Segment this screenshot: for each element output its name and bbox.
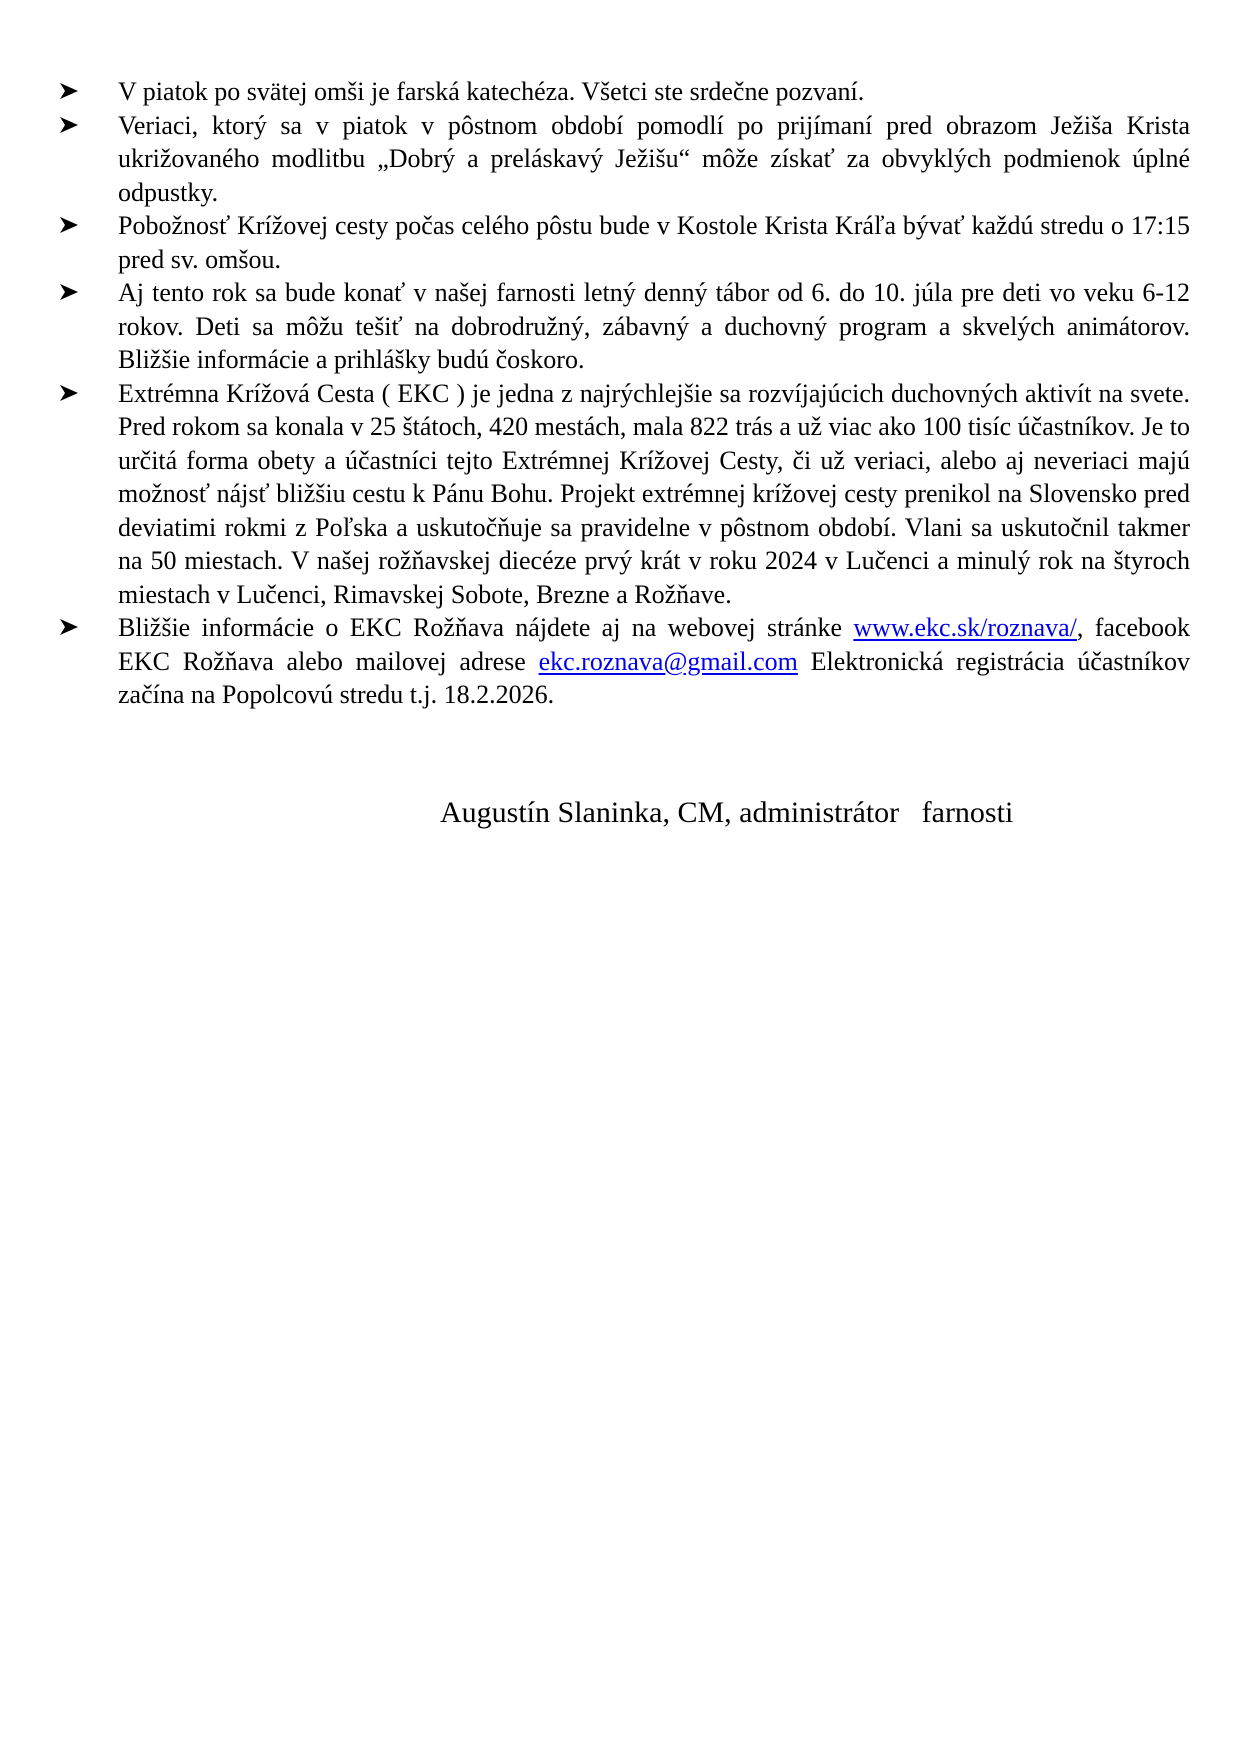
announcement-text: Veriaci, ktorý sa v piatok v pôstnom období pomodlí po prijímaní pred obrazom Ježiša Krista ukrižovaného modlitbu „Dobrý a preláskavý Ježišu“ môže získať za obvyklých podmienok úplné odpustky.	[118, 110, 1190, 207]
signature: Augustín Slaninka, CM, administrátor farnosti	[440, 796, 1014, 829]
arrowhead-bullet-icon	[60, 276, 82, 310]
email-link[interactable]: ekc.roznava@gmail.com	[538, 646, 798, 676]
announcement-text: Pobožnosť Krížovej cesty počas celého pôstu bude v Kostole Krista Kráľa bývať každú stredu o 17:15 pred sv. omšou.	[118, 211, 1190, 274]
list-item	[60, 377, 1190, 612]
arrowhead-bullet-icon	[60, 209, 82, 243]
announcement-text: Extrémna Krížová Cesta ( EKC ) je jedna z najrýchlejšie sa rozvíjajúcich duchovných aktivít na svete. Pred rokom sa konala v 25 štátoch, 420 mestách, mala 822 trás a už viac ako 100 tisíc účastníkov. Je to určitá forma obety a účastníci tejto Extrémnej Krížovej Cesty, či už veriaci, alebo aj neveriaci majú možnosť nájsť bližšiu cestu k Pánu Bohu. Projekt extrémnej krížovej cesty prenikol na Slovensko pred deviatimi rokmi z Poľska a uskutočňuje sa pravidelne v pôstnom období. Vlani sa uskutočnil takmer na 50 miestach. V našej rožňavskej diecéze prvý krát v roku 2024 v Lučenci a minulý rok na štyroch miestach v Lučenci, Rimavskej Sobote, Brezne a Rožňave.	[118, 378, 1190, 609]
arrowhead-bullet-icon	[60, 75, 82, 109]
announcement-text: V piatok po svätej omši je farská katechéza. Všetci ste srdečne pozvaní.	[118, 77, 865, 106]
announcement-text: , facebook EKC Rožňava alebo mailovej adrese	[118, 613, 1191, 676]
list-item	[60, 611, 1190, 712]
announcement-list	[60, 75, 1190, 712]
announcement-text: Elektronická registrácia účastníkov začína na Popolcovú stredu t.j. 18.2.2026.	[118, 646, 1190, 709]
list-item	[60, 109, 1190, 210]
arrowhead-bullet-icon	[60, 109, 82, 143]
list-item	[60, 276, 1190, 377]
announcement-text: Bližšie informácie o EKC Rožňava nájdete aj na webovej stránke	[118, 613, 854, 642]
announcement-text: Aj tento rok sa bude konať v našej farnosti letný denný tábor od 6. do 10. júla pre deti vo veku 6-12 rokov. Deti sa môžu tešiť na dobrodružný, zábavný a duchovný program a skvelých animátorov. Bližšie informácie a prihlášky budú čoskoro.	[118, 278, 1190, 374]
arrowhead-bullet-icon	[60, 611, 82, 645]
website-link[interactable]: www.ekc.sk/roznava/	[853, 613, 1077, 642]
list-item	[60, 75, 1190, 109]
arrowhead-bullet-icon	[60, 377, 82, 411]
list-item	[60, 209, 1190, 276]
